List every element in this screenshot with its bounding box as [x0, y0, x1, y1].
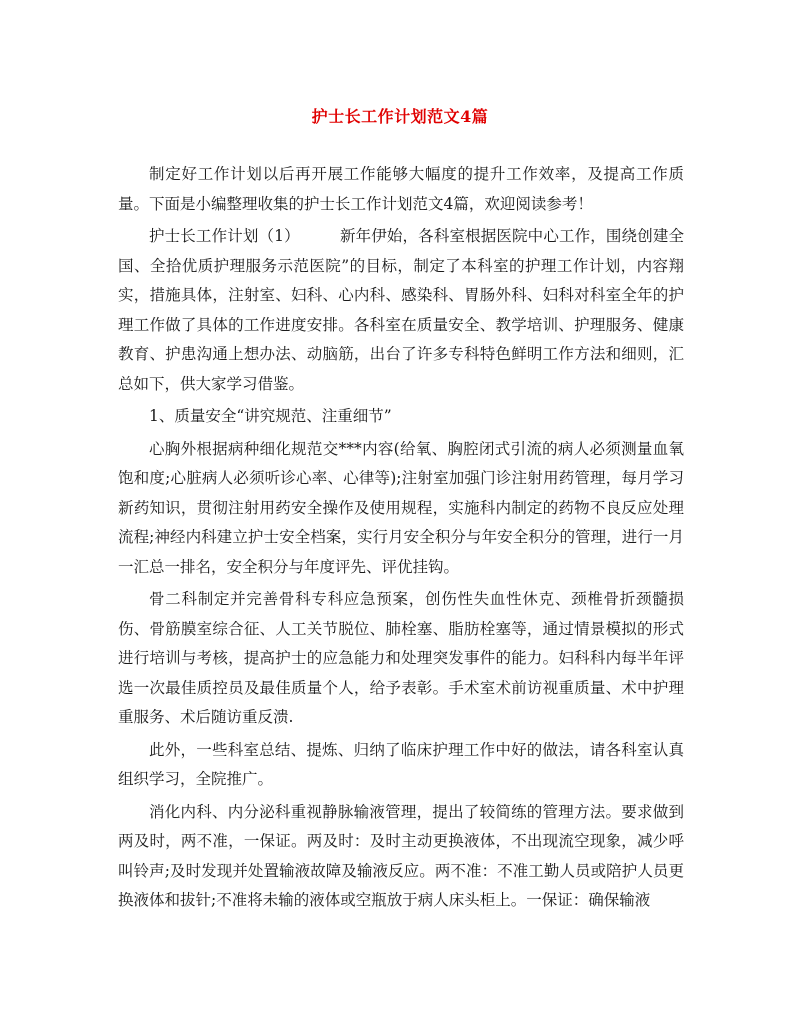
plan-heading: 护士长工作计划（1） — [149, 227, 300, 245]
body-paragraph: 此外，一些科室总结、提炼、归纳了临床护理工作中好的做法，请各科室认真组织学习，全院推广。 — [118, 740, 684, 788]
document-body — [118, 160, 684, 919]
document-title: 护士长工作计划范文4篇 — [311, 107, 489, 126]
body-paragraph: 消化内科、内分泌科重视静脉输液管理，提出了较简练的管理方法。要求做到两及时，两不准，一保证。两及时：及时主动更换液体，不出现流空现象，减少呼叫铃声;及时发现并处置输液故障及输液反应。两不准：不准工勤人员或陪护人员更换液体和拔针;不准将未输的液体或空瓶放于病人床头柜上。一保证：确保输液 — [118, 802, 684, 909]
plan-intro-text: 新年伊始，各科室根据医院中心工作，围绕创建全国、全拾优质护理服务示范医院”的目标，制定了本科室的护理工作计划，内容翔实，措施具体，注射室、妇科、心内科、感染科、胃肠外科、妇科对科室全年的护理工作做了具体的工作进度安排。各科室在质量安全、教学培训、护理服务、健康教育、护患沟通上想办法、动脑筋，出台了许多专科特色鲜明工作方法和细则，汇总如下，供大家学习借鉴。 — [118, 227, 684, 393]
body-paragraph: 骨二科制定并完善骨科专科应急预案，创伤性失血性休克、颈椎骨折颈髓损伤、骨筋膜室综合征、人工关节脱位、肺栓塞、脂肪栓塞等，通过情景模拟的形式进行培训与考核，提高护士的应急能力和处理突发事件的能力。妇科科内每半年评选一次最佳质控员及最佳质量个人，给予表彰。手术室术前访视重质量、术中护理重服务、术后随访重反溃. — [118, 590, 684, 726]
intro-paragraph: 制定好工作计划以后再开展工作能够大幅度的提升工作效率，及提高工作质量。下面是小编整理收集的护士长工作计划范文4篇，欢迎阅读参考！ — [118, 165, 684, 213]
body-paragraph: 心胸外根据病种细化规范交***内容(给氧、胸腔闭式引流的病人必须测量血氧饱和度;心脏病人必须听诊心率、心律等);注射室加强门诊注射用药管理，每月学习新药知识，贯彻注射用药安全操作及使用规程，实施科内制定的药物不良反应处理流程;神经内科建立护士安全档案，实行月安全积分与年安全积分的管理，进行一月一汇总一排名，安全积分与年度评先、评优挂钩。 — [118, 439, 684, 576]
plan-paragraph — [118, 222, 684, 399]
section-heading: 1、质量安全“讲究规范、注重细节” — [149, 407, 392, 425]
